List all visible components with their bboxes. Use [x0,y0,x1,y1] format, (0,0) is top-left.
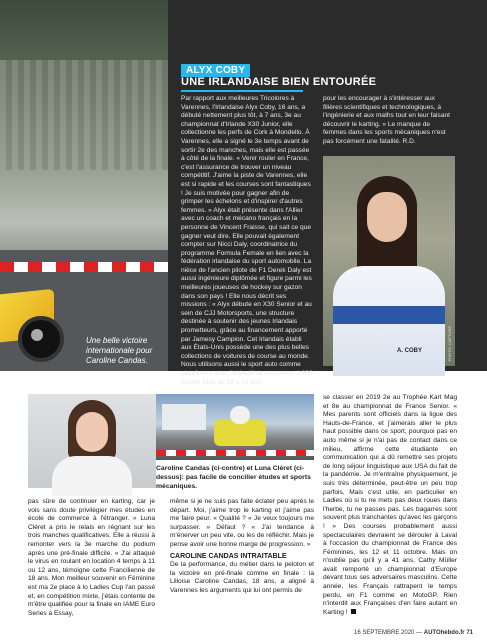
footer-date: 16 SEPTEMBRE 2020 [354,630,415,636]
kart2-photo-caption: Caroline Candas (ci-contre) et Luna Cléret (ci-dessus): pas facile de concilier études et sports mécaniques. [156,465,311,490]
sidebar-article-column-2: pour les encourager à s'intéresser aux filières scientifiques et technologiques, à l'ingénierie et aux maths tout en leur faisant découvrir le karting. » Le manque de femmes dans les sports mécaniques n'est pas forcément une fatalité. R.D. [323,95,450,145]
hub-shape [31,329,43,341]
curb-shape [0,262,168,272]
sidebar-article-column-1: Par rapport aux meilleures Tricolores à Varennes, l'Irlandaise Alyx Coby, 16 ans, a débuté nettement plus tôt, à 7 ans, 3e au championnat d'Irlande X30 Junior, elle collectionne les perfs de Cork à Mondello. À Varennes, elle a signé le 3e temps avant de sortir 2e des manches, mais elle est passée à côté de la finale. « Venir rouler en France, c'est l'assurance de trouver un niveau compétitif. J'aime la piste de Varennes, elle est si rapide et les courses sont fantastiques ! Je suis motivée pour gagner afin de grimper les échelons et d'inspirer d'autres femmes. » Alyx était présente dans l'Allier avec un coach et mécano français en la personne de Vincent Fraisse, qui sait ce que gagner veut dire. Elle pouvait également compter sur Nicci Daly, coordinatrice du programme Formula Female en lien avec la fédération irlandaise du sport automobile. La nièce de l'ancien pilote de F1 Derek Daly est aussi ingénieure diplômée et figure parmi les meilleures joueuses de hockey sur gazon dans son pays ! Elle nous décrit ses missions : « Alyx débute en X30 Senior et au sein de CJJ Motorsports, une structure destinée à soutenir des jeunes Irlandais prometteurs, grâce au financement apporté par Jamesy Campion. Cet Irlandais établi aux États-Unis possède une des plus belles collections de voitures de course au monde. Nous utilisons aussi le sport auto comme plateforme avec l'objectif de rencontrer 1 000 jeunes filles de 13 à 18 ans, [181,95,313,386]
article-subheading: CAROLINE CANDAS INTRAITABLE [170,552,287,560]
article-column-2 [170,498,314,630]
article-column-2-text-a: même si je ne suis pas faite éclater peu après le départ. Moi, j'aime trop le karting et j'aime pas me faire peur. « Qualité ? « Je veux toujours me surpasser. » Défaut ? « J'ai tendance à m'énerver un peu vite, ou les de réfléchir. Mais je pense avoir une bonne marge de progression. » [170,498,314,548]
article-headline: UNE IRLANDAISE BIEN ENTOURÉE [181,76,377,88]
article-name-tag: ALYX COBY [181,64,250,77]
shirt-shape [52,456,132,496]
footer-magazine: AUTOhebdo.fr [423,630,465,636]
kart-photo [0,0,168,371]
page-footer [323,630,473,636]
kart-photo-caption: Une belle victoire internationale pour Caroline Candas. [86,336,153,365]
face-shape [76,412,108,452]
curb-shape [156,450,314,456]
face-shape [367,192,407,242]
alyx-coby-portrait [323,156,455,366]
photo-credit: PHOTO: CAPTURE [447,326,452,362]
tent-shape [162,404,206,430]
article-column-1: pas sûre de continuer en karting, car je vois sans doute privilégier mes études en école de commerce à l'étranger. » Luna Cléret a pris le relais en régnant sur les trois manches qualificatives. Elle a réussi à remonter vers la 3e marche du podium après une pré-finale difficile. « J'ai attaqué le virus en roulant en location 4 temps à 11 ou 12 ans, témoigne cette Francilienne de 18 ans. Mon meilleur souvenir en Féminine est ma 2e place à lo Ladies Cup l'an passé et, en compétition mixte, j'étais contente de m'être qualifiée pour la finale en IAME Euro Series à Essay, [28,498,155,617]
headline-rule [181,90,303,92]
article-column-3 [323,394,457,624]
caroline-candas-kart-photo [156,394,314,460]
footer-page-number: 71 [466,630,473,636]
article-column-3-text: se classer en 2019 2e au Trophée Kart Mag et 8e au championnat de France Senior. « Mes parents sont officiels dans la ligue des Hauts-de-France, et j'aimerais aller le plus haut possible dans ce sport, pourquoi pas en auto même si je n'ai pas de contact dans ce milieu, affirme cette étudiante en communication qui a dû remettre ses projets de long séjour linguistique aux USA du fait de la pandémie. Je m'entraîne physiquement, je suis très déterminée, peut-être un peu trop parfois. Mais c'est utile, en particulier en Ladies où si tu ne mets pas deux roues dans l'herbe, tu ne passes pas. Les bagarres sont souvent plus tranchantes qu'avec les garçons ! » Des courses probablement aussi spectaculaires devraient se dérouler à Laval à l'occasion du championnat de France des Féminines, les 12 et 11 octobre. Mais on n'oublie pas qu'il y a 41 ans, Cathy Müller avait remporté un championnat d'Europe devant tous ses adversaires masculins. Cette année, les Français rattrapent le temps perdu, en F1 comme en MotoGP. Rien n'interdit aux Françaises d'en faire autant en Karting ! [323,394,457,616]
helmet-shape [230,406,250,424]
luna-cleret-photo [28,394,156,488]
article-column-2-text-b: De la performance, du métier dans le peloton et la victoire en pré-finale comme en finale : la Lilloise Caroline Candas, 18 ans, a aligné à Varennes les arguments qui lui ont permis de [170,561,314,594]
suit-name-label: A. COBY [397,348,423,354]
footer-separator: — [416,630,423,636]
grandstand-shape [0,60,168,170]
end-of-article-mark [351,609,356,614]
suit-band-shape [333,306,445,324]
